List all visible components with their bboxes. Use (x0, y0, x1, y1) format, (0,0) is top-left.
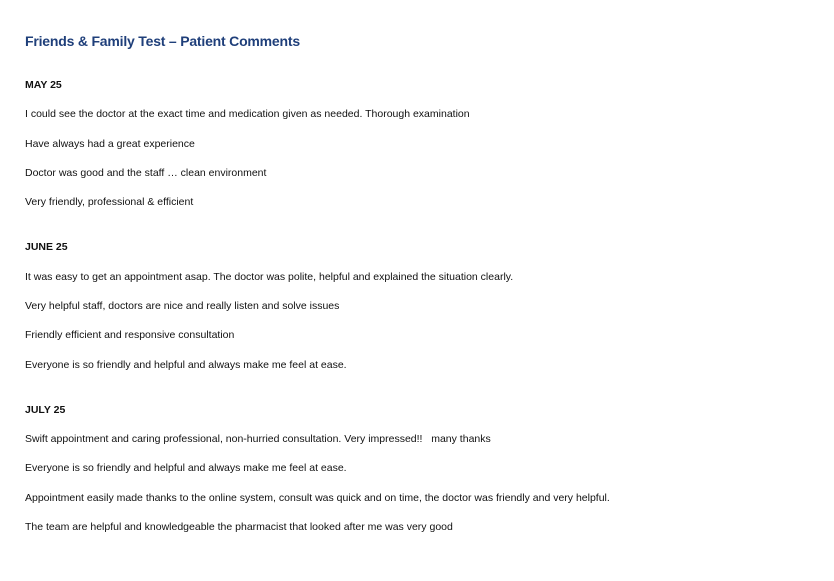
section-heading: JULY 25 (25, 404, 66, 416)
comment-item: Appointment easily made thanks to the online system, consult was quick and on time, the doctor was friendly and very helpful. (25, 492, 610, 504)
section-heading: JUNE 25 (25, 241, 68, 253)
comment-item: It was easy to get an appointment asap. The doctor was polite, helpful and explained the situation clearly. (25, 271, 514, 283)
comment-item: Everyone is so friendly and helpful and always make me feel at ease. (25, 462, 347, 474)
comment-item: I could see the doctor at the exact time and medication given as needed. Thorough examination (25, 108, 470, 120)
comment-item: Very friendly, professional & efficient (25, 196, 194, 208)
comment-item: Doctor was good and the staff … clean environment (25, 167, 267, 179)
comment-item: Everyone is so friendly and helpful and always make me feel at ease. (25, 359, 347, 371)
comment-item: Very helpful staff, doctors are nice and really listen and solve issues (25, 300, 340, 312)
comment-item: Friendly efficient and responsive consultation (25, 329, 235, 341)
comment-item: Have always had a great experience (25, 138, 195, 150)
document-title: Friends & Family Test – Patient Comments (25, 33, 300, 49)
section-heading: MAY 25 (25, 79, 62, 91)
comment-item: The team are helpful and knowledgeable the pharmacist that looked after me was very good (25, 521, 453, 533)
section-june-25 (25, 239, 815, 371)
section-may-25 (25, 77, 815, 208)
section-july-25 (25, 402, 815, 533)
comment-item: Swift appointment and caring professional, non-hurried consultation. Very impressed!! many thanks (25, 433, 491, 445)
